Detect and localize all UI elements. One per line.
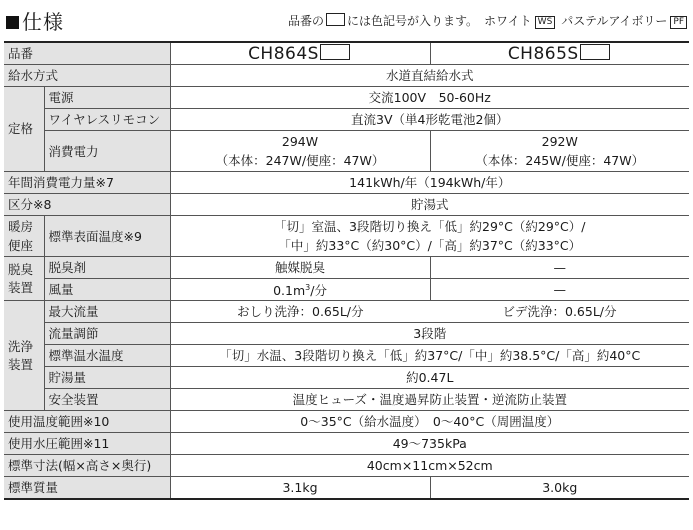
value-safety: 温度ヒューズ・温度過昇防止装置・逆流防止装置 xyxy=(170,389,689,411)
surface-temp-line-2: 「中」約33°C（約30°C）/「高」約37°C（約33°C） xyxy=(278,238,582,253)
row-remote xyxy=(4,109,689,131)
label-water-supply: 給水方式 xyxy=(4,65,170,87)
label-max-flow: 最大流量 xyxy=(44,301,170,323)
color-white-code: WS xyxy=(535,16,556,29)
row-seat-heating xyxy=(4,216,689,257)
row-flow-adjust xyxy=(4,323,689,345)
section-title xyxy=(6,6,64,35)
color-ivory-code: PF xyxy=(670,16,687,29)
row-deodorant xyxy=(4,257,689,279)
row-model xyxy=(4,42,689,65)
surface-temp-line-1: 「切」室温、3段階切り換え「低」約29°C（約29°C）/ xyxy=(274,219,586,234)
value-max-flow-b: ビデ洗浄：0.65L/分 xyxy=(430,301,689,323)
color-white-name: ホワイト xyxy=(484,14,532,28)
label-water-temp: 標準温水温度 xyxy=(44,345,170,367)
label-model-no: 品番 xyxy=(4,42,170,65)
value-power-source: 交流100V 50-60Hz xyxy=(170,87,689,109)
model-a xyxy=(170,42,430,65)
power-a-breakdown: （本体：247W/便座：47W） xyxy=(215,153,385,168)
label-weight: 標準質量 xyxy=(4,477,170,500)
label-deodorant: 脱臭剤 xyxy=(44,257,170,279)
value-water-temp: 「切」水温、3段階切り換え「低」約37°C/「中」約38.5°C/「高」約40°C xyxy=(170,345,689,367)
row-annual-power xyxy=(4,172,689,194)
label-power-consumption: 消費電力 xyxy=(44,131,170,172)
value-max-flow-a: おしり洗浄：0.65L/分 xyxy=(170,301,430,323)
wash-2: 装置 xyxy=(8,356,34,372)
spec-header xyxy=(4,4,689,34)
power-b-total: 292W xyxy=(541,134,578,149)
spec-table xyxy=(4,41,689,500)
wash-1: 洗浄 xyxy=(8,338,34,354)
seat-heating-2: 便座 xyxy=(8,238,34,253)
model-b-text: CH865S xyxy=(507,44,579,64)
deodor-2: 装置 xyxy=(8,279,34,295)
color-code-note xyxy=(288,12,687,29)
label-airflow: 風量 xyxy=(44,279,170,301)
value-deodorant-a: 触媒脱臭 xyxy=(170,257,430,279)
row-weight xyxy=(4,477,689,500)
row-pressure-range xyxy=(4,433,689,455)
airflow-a-suffix: /分 xyxy=(310,283,327,298)
value-annual-power: 141kWh/年（194kWh/年） xyxy=(170,172,689,194)
row-water-temp xyxy=(4,345,689,367)
label-safety: 安全装置 xyxy=(44,389,170,411)
label-wash xyxy=(4,301,44,411)
value-power-b xyxy=(430,131,689,172)
label-annual-power: 年間消費電力量※7 xyxy=(4,172,170,194)
label-tank: 貯湯量 xyxy=(44,367,170,389)
label-seat-heating xyxy=(4,216,44,257)
value-surface-temp xyxy=(170,216,689,257)
label-surface-temp: 標準表面温度※9 xyxy=(44,216,170,257)
power-a-total: 294W xyxy=(281,134,319,149)
airflow-a-sup: 3 xyxy=(305,283,311,292)
value-pressure-range: 49〜735kPa xyxy=(170,433,689,455)
value-dimensions: 40cm×11cm×52cm xyxy=(170,455,689,477)
value-water-supply: 水道直結給水式 xyxy=(170,65,689,87)
row-tank xyxy=(4,367,689,389)
row-airflow xyxy=(4,279,689,301)
value-remote: 直流3V（単4形乾電池2個） xyxy=(170,109,689,131)
model-b xyxy=(430,42,689,65)
label-pressure-range: 使用水圧範囲※11 xyxy=(4,433,170,455)
value-airflow-a xyxy=(170,279,430,301)
row-water-supply xyxy=(4,65,689,87)
row-dimensions xyxy=(4,455,689,477)
label-power-source: 電源 xyxy=(44,87,170,109)
seat-heating-1: 暖房 xyxy=(8,219,34,234)
label-temp-range: 使用温度範囲※10 xyxy=(4,411,170,433)
model-a-text: CH864S xyxy=(248,44,319,64)
label-remote: ワイヤレスリモコン xyxy=(44,109,170,131)
label-category: 区分※8 xyxy=(4,194,170,216)
value-power-a xyxy=(170,131,430,172)
row-power-consumption xyxy=(4,131,689,172)
label-deodor xyxy=(4,257,44,301)
value-weight-a: 3.1kg xyxy=(170,477,430,500)
row-safety xyxy=(4,389,689,411)
power-b-breakdown: （本体：245W/便座：47W） xyxy=(475,153,645,168)
value-deodorant-b: — xyxy=(430,257,689,279)
value-flow-adjust: 3段階 xyxy=(170,323,689,345)
placeholder-box-icon xyxy=(320,44,350,60)
black-square-icon xyxy=(6,16,19,29)
placeholder-box-icon xyxy=(326,13,345,26)
label-flow-adjust: 流量調節 xyxy=(44,323,170,345)
label-rating: 定格 xyxy=(4,87,44,172)
deodor-1: 脱臭 xyxy=(8,261,34,277)
airflow-a-prefix: 0.1m xyxy=(273,283,306,298)
note-text-1: 品番の xyxy=(287,14,324,28)
value-temp-range: 0〜35°C（給水温度） 0〜40°C（周囲温度） xyxy=(170,411,689,433)
section-title-text: 仕様 xyxy=(22,10,64,34)
value-tank: 約0.47L xyxy=(170,367,689,389)
color-ivory-name: パステルアイボリー xyxy=(561,14,668,28)
placeholder-box-icon xyxy=(580,44,610,60)
value-airflow-b: — xyxy=(430,279,689,301)
row-power-source xyxy=(4,87,689,109)
value-weight-b: 3.0kg xyxy=(430,477,689,500)
note-text-2: には色記号が入ります。 xyxy=(346,14,473,28)
row-max-flow xyxy=(4,301,689,323)
value-category: 貯湯式 xyxy=(170,194,689,216)
label-dimensions: 標準寸法(幅×高さ×奥行) xyxy=(4,455,170,477)
row-temp-range xyxy=(4,411,689,433)
row-category xyxy=(4,194,689,216)
